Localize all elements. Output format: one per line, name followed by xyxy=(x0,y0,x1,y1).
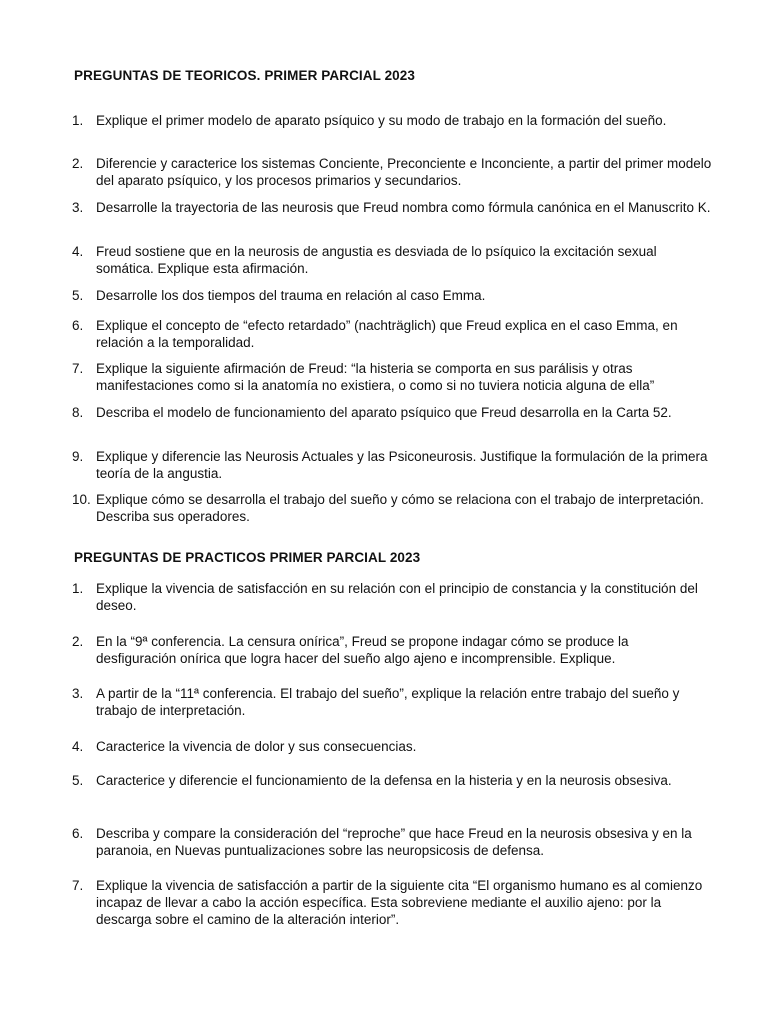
teoricos-question-10 xyxy=(72,491,712,525)
question-number: 9. xyxy=(72,449,84,464)
question-number: 10. xyxy=(72,492,91,507)
question-text: En la “9ª conferencia. La censura onírica”, Freud se propone indagar cómo se produce la desfiguración onírica que logra hacer del sueño algo ajeno e incomprensible. Explique. xyxy=(96,634,629,666)
question-text: Explique la vivencia de satisfacción en su relación con el principio de constancia y la constitución del deseo. xyxy=(96,581,698,613)
question-text: A partir de la “11ª conferencia. El trabajo del sueño”, explique la relación entre trabajo del sueño y trabajo de interpretación. xyxy=(96,686,680,718)
practicos-question-5 xyxy=(72,772,712,789)
teoricos-question-9 xyxy=(72,448,712,482)
teoricos-question-7 xyxy=(72,360,712,394)
question-number: 1. xyxy=(72,113,84,128)
question-text: Diferencie y caracterice los sistemas Conciente, Preconciente e Inconciente, a partir del primer modelo del aparato psíquico, y los procesos primarios y secundarios. xyxy=(96,156,712,188)
question-number: 3. xyxy=(72,686,84,701)
question-text: Describa y compare la consideración del “reproche” que hace Freud en la neurosis obsesiva y en la paranoia, en Nuevas puntualizaciones sobre las neuropsicosis de defensa. xyxy=(96,826,692,858)
question-number: 7. xyxy=(72,878,84,893)
question-number: 4. xyxy=(72,739,84,754)
question-number: 8. xyxy=(72,405,84,420)
teoricos-question-1 xyxy=(72,112,712,129)
teoricos-heading: PREGUNTAS DE TEORICOS. PRIMER PARCIAL 2023 xyxy=(74,68,416,83)
question-text: Explique cómo se desarrolla el trabajo del sueño y cómo se relaciona con el trabajo de interpretación. Describa sus operadores. xyxy=(96,492,704,524)
question-text: Freud sostiene que en la neurosis de angustia es desviada de lo psíquico la excitación sexual somática. Explique esta afirmación. xyxy=(96,244,657,276)
practicos-question-6 xyxy=(72,825,712,859)
practicos-heading: PREGUNTAS DE PRACTICOS PRIMER PARCIAL 2023 xyxy=(74,550,421,565)
practicos-question-1 xyxy=(72,580,712,614)
question-number: 3. xyxy=(72,200,84,215)
practicos-question-7 xyxy=(72,877,712,928)
question-text: Describa el modelo de funcionamiento del aparato psíquico que Freud desarrolla en la Carta 52. xyxy=(96,405,672,420)
question-text: Caracterice la vivencia de dolor y sus consecuencias. xyxy=(96,739,417,754)
practicos-question-2 xyxy=(72,633,712,667)
question-text: Caracterice y diferencie el funcionamiento de la defensa en la histeria y en la neurosis obsesiva. xyxy=(96,773,672,788)
practicos-question-4 xyxy=(72,738,712,755)
question-text: Desarrolle los dos tiempos del trauma en relación al caso Emma. xyxy=(96,288,486,303)
question-text: Explique la siguiente afirmación de Freud: “la histeria se comporta en sus parálisis y otras manifestaciones como si la anatomía no existiera, o como si no tuviera noticia alguna de ella” xyxy=(96,361,655,393)
question-number: 7. xyxy=(72,361,84,376)
practicos-question-3 xyxy=(72,685,712,719)
question-number: 5. xyxy=(72,288,84,303)
question-number: 5. xyxy=(72,773,84,788)
teoricos-question-8 xyxy=(72,404,712,421)
question-number: 6. xyxy=(72,826,84,841)
question-text: Explique el concepto de “efecto retardado” (nachträglich) que Freud explica en el caso Emma, en relación a la temporalidad. xyxy=(96,318,678,350)
question-text: Explique el primer modelo de aparato psíquico y su modo de trabajo en la formación del sueño. xyxy=(96,113,667,128)
teoricos-question-3 xyxy=(72,199,712,216)
teoricos-question-6 xyxy=(72,317,712,351)
teoricos-question-2 xyxy=(72,155,712,189)
question-text: Explique la vivencia de satisfacción a partir de la siguiente cita “El organismo humano es al comienzo incapaz de llevar a cabo la acción específica. Esta sobreviene mediante el auxilio ajeno: por la descarga sobre el camino de la alteración interior”. xyxy=(96,878,703,927)
question-number: 4. xyxy=(72,244,84,259)
teoricos-question-4 xyxy=(72,243,712,277)
question-text: Desarrolle la trayectoria de las neurosis que Freud nombra como fórmula canónica en el Manuscrito K. xyxy=(96,200,711,215)
question-number: 6. xyxy=(72,318,84,333)
question-number: 2. xyxy=(72,634,84,649)
teoricos-question-5 xyxy=(72,287,712,304)
question-number: 1. xyxy=(72,581,84,596)
question-number: 2. xyxy=(72,156,84,171)
question-text: Explique y diferencie las Neurosis Actuales y las Psiconeurosis. Justifique la formulación de la primera teoría de la angustia. xyxy=(96,449,708,481)
